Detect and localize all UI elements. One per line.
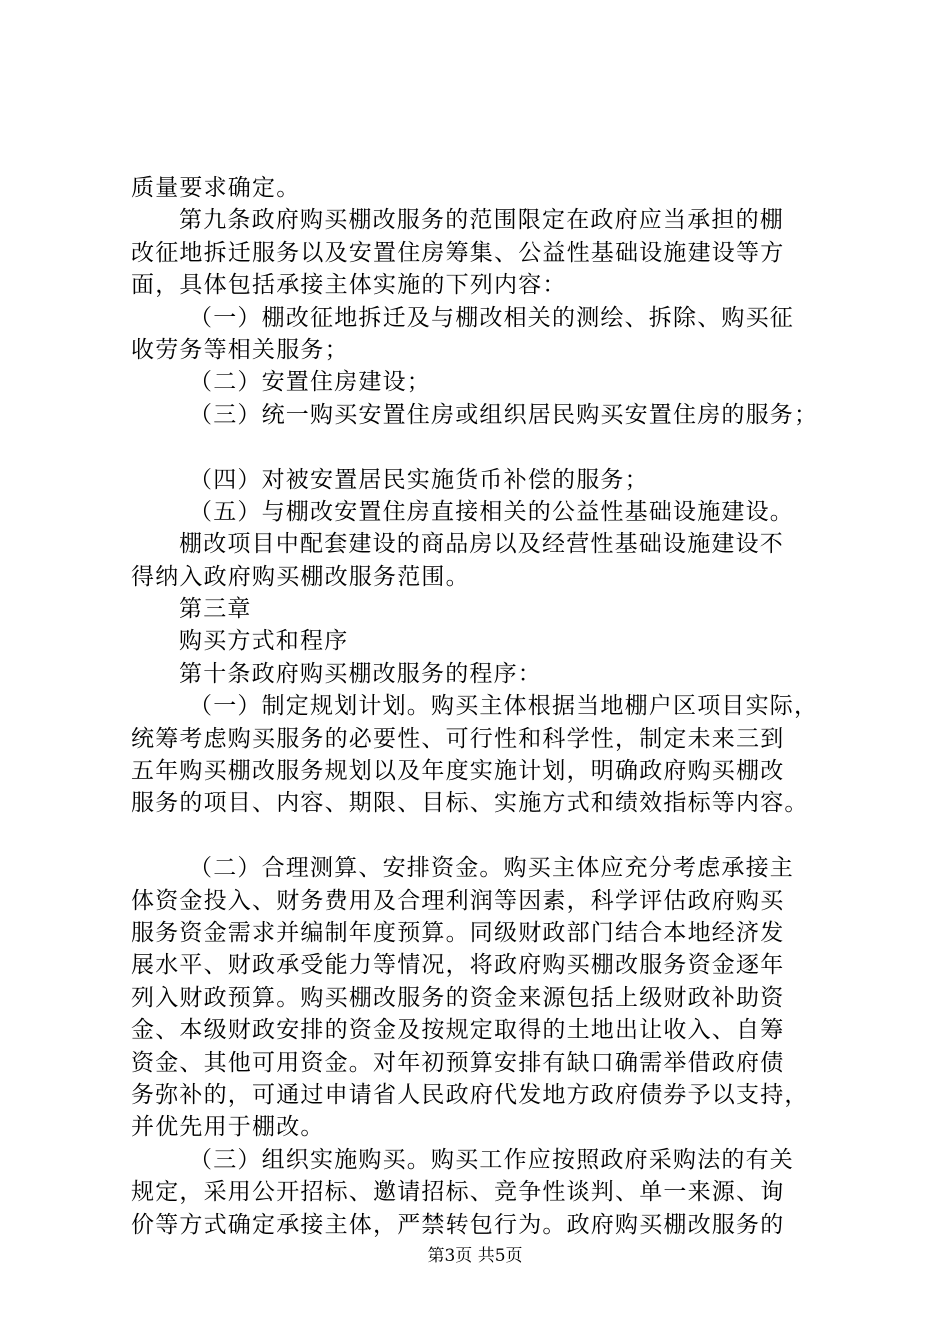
- list-item: （一）棚改征地拆迁及与棚改相关的测绘、拆除、购买征: [189, 304, 794, 331]
- list-item: （三）组织实施购买。购买工作应按照政府采购法的有关: [189, 1146, 794, 1173]
- text-line: 展水平、财政承受能力等情况，将政府购买棚改服务资金逐年: [131, 952, 785, 979]
- text-line: 规定，采用公开招标、邀请招标、竞争性谈判、单一来源、询: [131, 1179, 785, 1206]
- list-item: （四）对被安置居民实施货币补偿的服务；: [189, 466, 649, 493]
- text-line: 价等方式确定承接主体，严禁转包行为。政府购买棚改服务的: [131, 1211, 785, 1238]
- text-line: 棚改项目中配套建设的商品房以及经营性基础设施建设不: [179, 531, 784, 558]
- text-line: 收劳务等相关服务；: [131, 336, 349, 363]
- text-line: 得纳入政府购买棚改服务范围。: [131, 563, 470, 590]
- paragraph-gap: [131, 431, 831, 463]
- text-line: 服务资金需求并编制年度预算。同级财政部门结合本地经济发: [131, 919, 785, 946]
- list-item: （五）与棚改安置住房直接相关的公益性基础设施建设。: [189, 498, 794, 525]
- text-line: 金、本级财政安排的资金及按规定取得的土地出让收入、自筹: [131, 1017, 785, 1044]
- document-body: [131, 172, 831, 1241]
- list-item: （二）安置住房建设；: [189, 369, 431, 396]
- chapter-heading: 第三章: [179, 596, 252, 623]
- text-line: 服务的项目、内容、期限、目标、实施方式和绩效指标等内容。: [131, 790, 809, 817]
- text-line: 列入财政预算。购买棚改服务的资金来源包括上级财政补助资: [131, 984, 785, 1011]
- text-line: 质量要求确定。: [131, 175, 301, 201]
- chapter-title: 购买方式和程序: [179, 628, 349, 655]
- list-item: （三）统一购买安置住房或组织居民购买安置住房的服务；: [189, 401, 819, 428]
- text-line: 面，具体包括承接主体实施的下列内容：: [131, 272, 567, 299]
- text-line: 体资金投入、财务费用及合理利润等因素，科学评估政府购买: [131, 887, 785, 914]
- article-10-heading: 第十条政府购买棚改服务的程序：: [179, 660, 542, 687]
- text-line: 统筹考虑购买服务的必要性、可行性和科学性，制定未来三到: [131, 725, 785, 752]
- list-item: （二）合理测算、安排资金。购买主体应充分考虑承接主: [189, 855, 794, 882]
- text-line: 五年购买棚改服务规划以及年度实施计划，明确政府购买棚改: [131, 758, 785, 785]
- text-line: 并优先用于棚改。: [131, 1114, 325, 1141]
- page-number-footer: 第3页 共5页: [427, 1246, 523, 1266]
- paragraph-gap: [131, 820, 831, 852]
- article-9-heading: 第九条政府购买棚改服务的范围限定在政府应当承担的棚: [179, 207, 784, 234]
- text-line: 资金、其他可用资金。对年初预算安排有缺口确需举借政府债: [131, 1049, 785, 1076]
- text-line: 改征地拆迁服务以及安置住房筹集、公益性基础设施建设等方: [131, 239, 785, 266]
- text-line: 务弥补的，可通过申请省人民政府代发地方政府债券予以支持，: [131, 1081, 809, 1108]
- list-item: （一）制定规划计划。购买主体根据当地棚户区项目实际，: [189, 693, 819, 720]
